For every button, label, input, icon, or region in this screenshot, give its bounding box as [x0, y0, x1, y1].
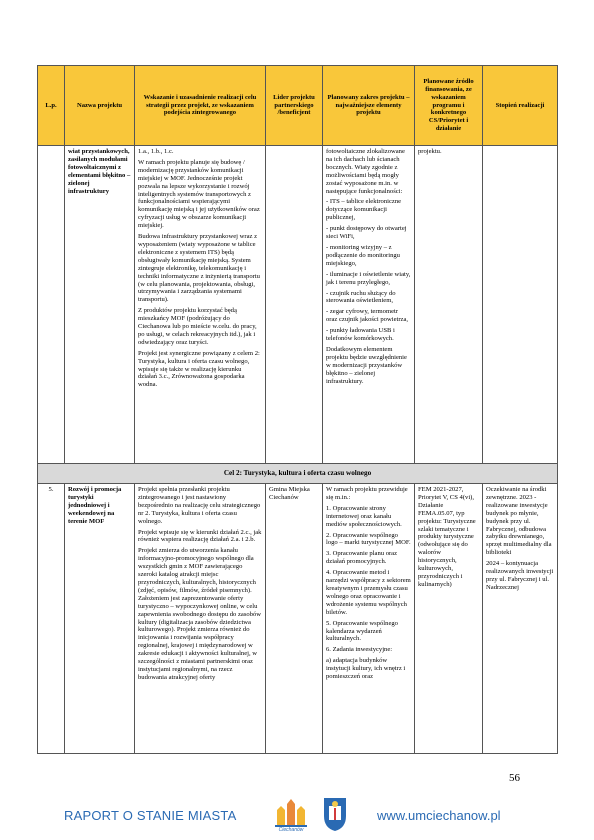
paragraph: Projekt zmierza do utworzenia kanału informacyjno-promocyjnego wspólnego dla wszystkich gmin z MOF zawierającego szeroki katalog atrakcji miejsc przyrodniczych, kulturalnych, historycznych (zdjęć, opisów, filmów, źródeł pisemnych). Założeniem jest zaprezentowanie oferty turystyczno – wypoczynkowej online, w celu zapewnienia swobodnego dostępu do zasobów kultury (digitalizacja zasobów dziedzictwa kulturowego). Projekt zmierza również do inicjowania i rozwijania współpracy regionalnej, krajowej i międzynarodowej w zakresie edukacji i aktywności kulturalnej, w szczególności z miastami partnerskimi oraz instytucjami regionalnymi, na rzecz budowania atrakcyjnej oferty: [138, 547, 262, 681]
paragraph: W ramach projektu przewiduje się m.in.:: [326, 486, 408, 501]
paragraph: Oczekiwanie na środki zewnętrzne. 2023 - realizowane inwestycje budynek po młynie, budynek przy ul. Fabrycznej, odbudowa zabytku drewnianego, sprzęt multimedialny dla biblioteki: [486, 486, 552, 557]
paragraph: 4. Opracowanie metod i narzędzi współpracy z sektorem kreatywnym i przemysłu czasu wolnego oraz opracowanie i wdrożenie systemu wspólnych biletów.: [326, 569, 411, 616]
project-table: [37, 65, 558, 754]
paragraph: 2024 – kontynuacja realizowanych inwestycji przy ul. Fabrycznej i ul. Nadrzecznej: [486, 560, 554, 591]
paragraph: - zegar cyfrowy, termometr oraz czujnik jakości powietrza,: [326, 308, 409, 324]
cell-stage: [483, 484, 558, 754]
coat-of-arms-icon: [322, 796, 348, 832]
paragraph: - monitoring wizyjny – z podłączenie do monitoringu miejskiego,: [326, 243, 400, 267]
table-row: [38, 484, 558, 754]
header-leader: Lider projektu partnerskiego /beneficjent: [266, 66, 323, 146]
header-justification: Wskazanie i uzasadnienie realizacji celu strategii przez projekt, ze wskazaniem podejścia zintegrowanego: [135, 66, 266, 146]
cell-leader: Gmina Miejska Ciechanów: [266, 484, 323, 754]
paragraph: - punkty ładowania USB i telefonów komórkowych.: [326, 327, 395, 343]
paragraph: - czujnik ruchu służący do sterowania oświetleniem,: [326, 289, 396, 305]
footer-website: www.umciechanow.pl: [377, 808, 501, 823]
header-funding: Planowane źródło finansowania, ze wskazaniem programu i konkretnego CS/Priorytet i działanie: [415, 66, 483, 146]
header-name: Nazwa projektu: [65, 66, 135, 146]
cell-leader: [266, 146, 323, 464]
cell-name: Rozwój i promocja turystyki jednodniowej i weekendowej na terenie MOF: [65, 484, 135, 754]
paragraph: Projekt jest synergiczne powiązany z celem 2: Turystyka, kultura i oferta czasu wolnego, wpisuje się także w realizację kierunku działań 3.c., Zrównoważona gospodarka wodna.: [138, 349, 260, 389]
paragraph: 2. Opracowanie wspólnego logo – marki turystycznej MOF.: [326, 531, 411, 547]
city-logo-icon: [271, 796, 311, 832]
section-row: [38, 464, 558, 484]
paragraph: 1. Opracowanie strony internetowej oraz kanału mediów społecznościowych.: [326, 504, 402, 528]
paragraph: a) adaptacja budynków instytucji kultury, ich wnętrz i pomieszczeń oraz: [326, 657, 406, 681]
page-footer: [0, 796, 594, 836]
cell-funding: projektu.: [415, 146, 483, 464]
paragraph: Projekt wpisuje się w kierunki działań 2.c., jak również wspiera realizację działań 2.a. i 2.b.: [138, 528, 262, 544]
header-stage: Stopień realizacji: [483, 66, 558, 146]
paragraph: 6. Zadania inwestycyjne:: [326, 646, 393, 654]
cell-lp: 5.: [38, 484, 65, 754]
header-lp: L.p.: [38, 66, 65, 146]
cell-justification: [135, 484, 266, 754]
cell-stage: [483, 146, 558, 464]
footer-report-title: RAPORT O STANIE MIASTA: [64, 808, 237, 823]
cell-justification: [135, 146, 266, 464]
paragraph: Z produktów projektu korzystać będą mieszkańcy MOF (podróżujący do Ciechanowa lub po mieście w.celu. do pracy, po usługi, w celach rekreacyjnych itd.), jak i odwiedzający oraz turyści.: [138, 307, 257, 346]
cell-funding: FEM 2021-2027, Priorytet V, CS 4(vi), Działanie FEMA.05.07, typ projektu: Turystyczne szlaki tematyczne i produkty turystyczne (odwołujące się do walorów historycznych, kulturowych, przyrodniczych i kulinarnych): [415, 484, 483, 754]
header-scope: Planowany zakres projektu – najważniejsze elementy projektu: [323, 66, 415, 146]
paragraph: Dodatkowym elementem projektu będzie uwzględnienie w modernizacji przystanków błękitno – zielonej infrastruktury.: [326, 345, 407, 385]
paragraph: 1.a., 1.b., 1.c.: [138, 148, 174, 155]
section-title: Cel 2: Turystyka, kultura i oferta czasu wolnego: [38, 464, 558, 484]
cell-lp: [38, 146, 65, 464]
cell-scope: [323, 146, 415, 464]
paragraph: Budowa infrastruktury przystankowej wraz z wyposażeniem (wiaty wyposażone w tablice elektroniczne z systemem ITS) będą obsługiwały komunikację miejską. System zintegruje elektronikę, telekomunikację i techniki informatyczne z inżynierią transportu (w celu planowania, projektowania, obsługi, utrzymywania i zarządzania systemami transportu).: [138, 233, 260, 304]
paragraph: Projekt spełnia przesłanki projektu zintegrowanego i jest nastawiony bezpośrednio na realizację celu strategicznego nr 2. Turystyka, kultura i oferta czasu wolnego.: [138, 486, 261, 525]
paragraph: - ITS – tablice elektroniczne dotyczące komunikacji publicznej,: [326, 198, 402, 222]
paragraph: - iluminacje i oświetlenie wiaty, jak i terenu przyległego,: [326, 270, 411, 286]
svg-text:Ciechanów: Ciechanów: [278, 827, 304, 832]
paragraph: W ramach projektu planuje się budowę / modernizację przystanków komunikacji miejskiej w MOF. Jednocześnie projekt pozwala na lepsze wykorzystanie i rozwój inteligentnych systemów transportowych z funkcjonalnościami wspierającymi komunikację miejską i jej użytkowników oraz cyfryzacji usług w obszarze komunikacji miejskiej.: [138, 158, 260, 230]
paragraph: 3. Opracowanie planu oraz działań promocyjnych.: [326, 550, 398, 566]
paragraph: fotowoltaiczne zlokalizowane na ich dachach lub ścianach bocznych. Wiaty zgodnie z możliwościami będą mogły zostać wyposażone m.in. w następujące funkcjonalności:: [326, 148, 405, 195]
table-row: [38, 146, 558, 464]
paragraph: 5. Opracowanie wspólnego kalendarza wydarzeń kulturalnych.: [326, 619, 398, 643]
cell-name: wiat przystankowych, zasilanych modułami fotowoltaicznymi z elementami błękitno – zielonej infrastruktury: [65, 146, 135, 464]
page-number: 56: [509, 772, 520, 784]
table-header-row: [38, 66, 558, 146]
paragraph: - punkt dostępowy do otwartej sieci WiFi,: [326, 225, 407, 241]
cell-scope: [323, 484, 415, 754]
